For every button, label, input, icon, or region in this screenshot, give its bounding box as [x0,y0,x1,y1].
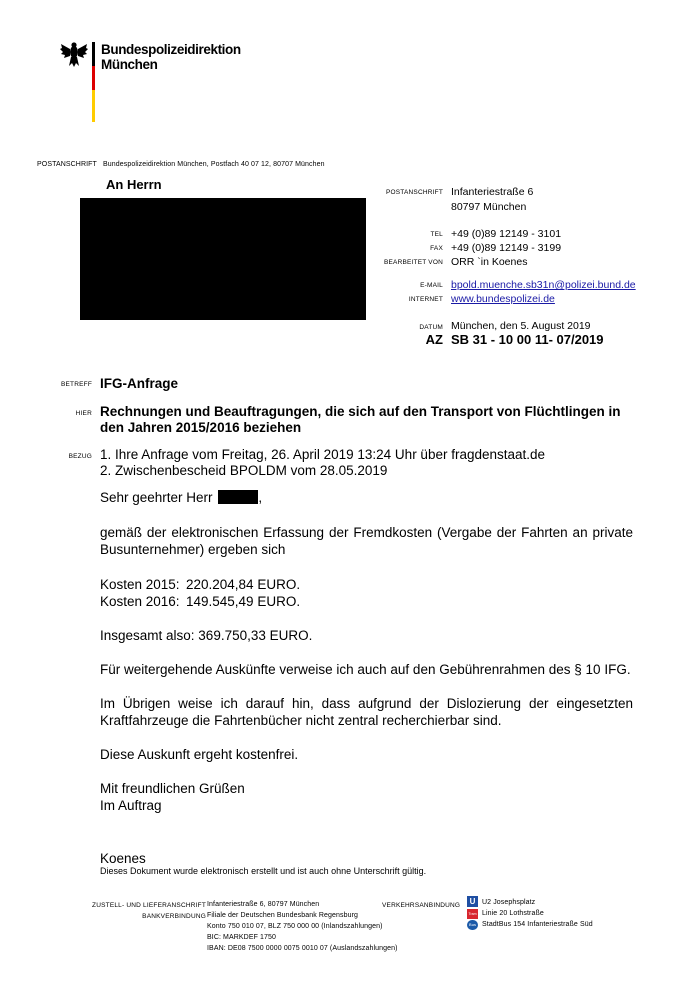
tram-icon: Tram [467,909,478,919]
footer-bank-label: BANKVERBINDUNG [142,913,206,920]
hier-value: Rechnungen und Beauftragungen, die sich auf den Transport von Flüchtlingen in den Jahren 2015/2016 beziehen [100,404,621,435]
flag-stripe [92,42,95,122]
logo-block [56,38,256,128]
org-name-line1: Bundespolizeidirektion [101,42,241,57]
bearbeitet-value: ORR `in Koenes [451,256,528,268]
ubahn-icon: U [467,896,478,907]
bezug-label: BEZUG [68,453,92,460]
paragraph-costs-intro: gemäß der elektronischen Erfassung der Fremdkosten (Vergabe der Fahrten an private Busunternehmer) ergeben sich [100,525,633,557]
az-value: SB 31 - 10 00 11- 07/2019 [451,332,604,347]
fax-value: +49 (0)89 12149 - 3199 [451,242,562,254]
signature-note: Dieses Dokument wurde elektronisch erstellt und ist auch ohne Unterschrift gültig. [100,866,427,876]
betreff-label: BETREFF [60,381,92,388]
email-link[interactable]: bpold.muenche.sb31n@polizei.bund.de [451,279,636,291]
hier-label: HIER [75,410,92,417]
cost-2016-label: Kosten 2016: [100,594,180,609]
return-address: Bundespolizeidirektion München, Postfach 40 07 12, 80707 München [103,161,325,168]
datum-label: DATUM [419,324,443,331]
bus-icon: Bus [467,920,478,930]
footer-transit2: Linie 20 Lothstraße [482,910,544,917]
bearbeitet-label: BEARBEITET VON [383,259,443,266]
footer-bank4: IBAN: DE08 7500 0000 0075 0010 07 (Auslandszahlungen) [207,945,398,952]
footer-transit3: StadtBus 154 Infanteriestraße Süd [482,921,593,928]
datum-value: München, den 5. August 2019 [451,320,591,332]
cost-2016-value: 149.545,49 EURO. [186,594,301,609]
flag-red [92,66,95,90]
paragraph-dislocation: Im Übrigen weise ich darauf hin, dass aufgrund der Dislozierung der eingesetzten Kraftfahrzeuge die Fahrtenbücher nicht zentral recherchierbar sind. [100,696,633,728]
paragraph-fees: Für weitergehende Auskünfte verweise ich auch auf den Gebührenrahmen des § 10 IFG. [100,662,631,677]
cost-2015-label: Kosten 2015: [100,577,180,592]
flag-black [92,42,95,66]
internet-label: INTERNET [408,296,443,303]
bezug-line2: 2. Zwischenbescheid BPOLDM vom 28.05.2019 [100,463,388,478]
greeting-text: Sehr geehrter Herr [100,490,213,505]
flag-gold [92,90,95,122]
signature-name: Koenes [100,851,146,866]
sender-postanschrift-label: POSTANSCHRIFT [385,189,443,196]
greeting-comma: , [258,490,263,505]
tel-label: TEL [430,231,443,238]
tel-value: +49 (0)89 12149 - 3101 [451,228,562,240]
az-label: AZ [425,332,443,347]
federal-eagle-icon [59,40,89,70]
internet-link[interactable]: www.bundespolizei.de [451,293,555,305]
footer-zustell: Infanteriestraße 6, 80797 München [207,901,320,908]
return-address-label: POSTANSCHRIFT [37,161,97,168]
footer-bank2: Konto 750 010 07, BLZ 750 000 00 (Inlandszahlungen) [207,923,383,930]
email-label: E-MAIL [420,282,443,289]
cost-2015-value: 220.204,84 EURO. [186,577,301,592]
total-costs: Insgesamt also: 369.750,33 EURO. [100,628,313,643]
org-name [101,42,241,72]
footer-bank1: Filiale der Deutschen Bundesbank Regensburg [207,912,359,919]
recipient-salutation: An Herrn [106,177,162,192]
closing-im-auftrag: Im Auftrag [100,798,162,813]
sender-city: 80797 München [451,201,527,213]
footer-transit1: U2 Josephsplatz [482,899,536,906]
recipient-address-redacted [80,198,366,320]
footer-bank3: BIC: MARKDEF 1750 [207,934,276,941]
closing-greeting: Mit freundlichen Grüßen [100,781,245,796]
org-name-line2: München [101,57,158,72]
footer-zustell-label: ZUSTELL- UND LIEFERANSCHRIFT [92,902,206,909]
paragraph-free: Diese Auskunft ergeht kostenfrei. [100,747,299,762]
fax-label: FAX [430,245,443,252]
betreff-value: IFG-Anfrage [100,376,179,391]
name-redaction [218,490,258,504]
greeting [100,489,262,506]
sender-street: Infanteriestraße 6 [451,186,534,198]
footer-verkehr-label: VERKEHRSANBINDUNG [382,902,461,909]
bezug-line1: 1. Ihre Anfrage vom Freitag, 26. April 2019 13:24 Uhr über fragdenstaat.de [100,447,546,462]
